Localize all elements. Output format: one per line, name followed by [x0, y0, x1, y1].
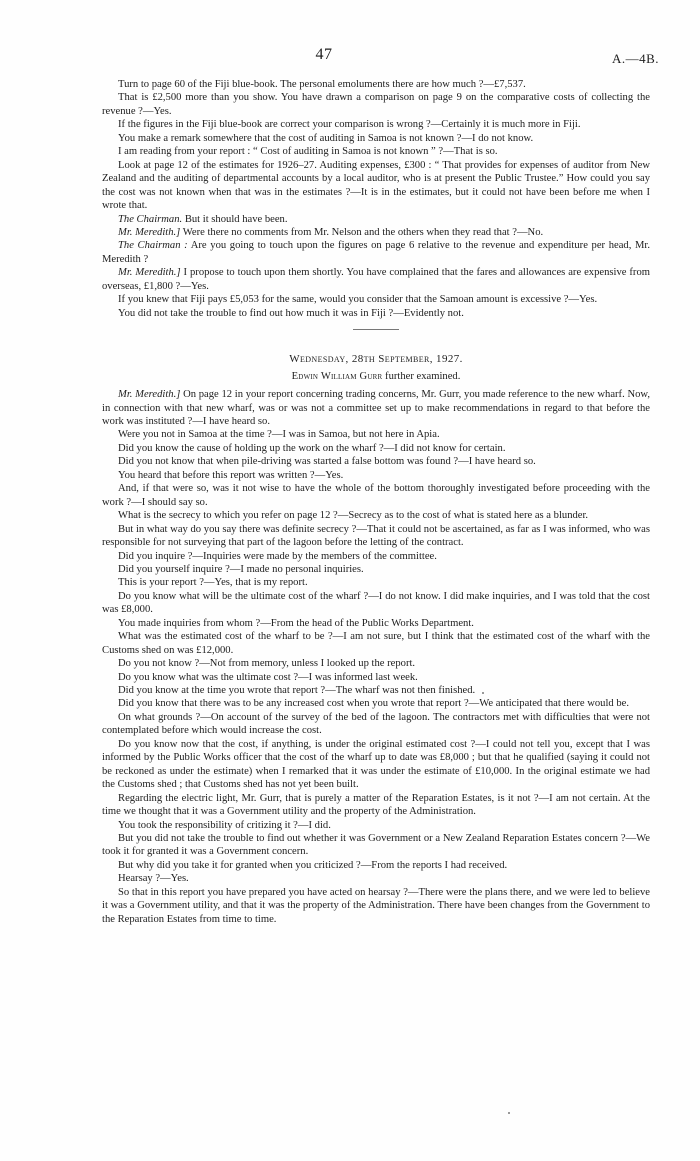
paragraph-text: Hearsay ?—Yes. [118, 873, 189, 885]
testimony-paragraph [102, 266, 650, 293]
page-body [102, 78, 650, 926]
testimony-paragraph [102, 482, 650, 509]
testimony-paragraph [102, 617, 650, 630]
paragraph-text: You heard that before this report was written ?—Yes. [118, 469, 344, 481]
paragraph-text: Were there no comments from Mr. Nelson and the others when they read that ?—No. [180, 226, 544, 238]
testimony-paragraph [102, 428, 650, 441]
testimony-paragraph [102, 239, 650, 266]
paragraph-text: This is your report ?—Yes, that is my report. [118, 577, 308, 589]
speaker-label: The Chairman : [118, 240, 188, 252]
witness-name: Edwin William Gurr [291, 370, 383, 382]
witness-heading [102, 370, 650, 383]
paragraph-text: But it should have been. [182, 213, 288, 225]
paragraph-text: But why did you take it for granted when you criticized ?—From the reports I had received. [118, 859, 508, 871]
speaker-label: Mr. Meredith.] [118, 389, 181, 401]
paragraph-text: On page 12 in your report concerning trading concerns, Mr. Gurr, you made reference to the new wharf. Now, in connection with that new wharf, was or was not a committee set up to make recommendations in regard to that before the work was instituted ?—I have heard so. [102, 389, 651, 427]
testimony-paragraph [102, 132, 650, 145]
testimony-paragraph [102, 91, 650, 118]
testimony-paragraph [102, 469, 650, 482]
paragraph-text: Did you yourself inquire ?—I made no personal inquiries. [118, 563, 364, 575]
testimony-paragraph [102, 859, 650, 872]
paragraph-text: You make a remark somewhere that the cost of auditing in Samoa is not known ?—I do not know. [118, 132, 534, 144]
paragraph-text: Did you inquire ?—Inquiries were made by the members of the committee. [118, 550, 437, 562]
testimony-paragraph [102, 711, 650, 738]
testimony-paragraph [102, 293, 650, 306]
testimony-paragraph [102, 819, 650, 832]
page-number: 47 [315, 46, 333, 63]
testimony-paragraph [102, 671, 650, 684]
paragraph-text: If you knew that Fiji pays £5,053 for the same, would you consider that the Samoan amount is excessive ?—Yes. [118, 294, 598, 306]
testimony-paragraph [102, 213, 650, 226]
testimony-paragraph [102, 509, 650, 522]
paragraph-text: You did not take the trouble to find out how much it was in Fiji ?—Evidently not. [118, 307, 464, 319]
paragraph-text: Did you not know that when pile-driving was started a false bottom was found ?—I have heard so. [118, 456, 536, 468]
testimony-paragraph [102, 307, 650, 320]
testimony-section-2 [102, 388, 650, 926]
paragraph-text: You took the responsibility of critizing it ?—I did. [118, 819, 331, 831]
paragraph-text: Were you not in Samoa at the time ?—I was in Samoa, but not here in Apia. [118, 429, 440, 441]
paragraph-text: On what grounds ?—On account of the survey of the bed of the lagoon. The contractors met with difficulties that were not contemplated before which would increase the cost. [102, 711, 650, 737]
testimony-paragraph [102, 455, 650, 468]
testimony-paragraph [102, 738, 650, 792]
speaker-label: Mr. Meredith.] [118, 226, 181, 238]
date-heading: Wednesday, 28th September, 1927. [289, 353, 463, 366]
testimony-paragraph [102, 78, 650, 91]
paragraph-text: And, if that were so, was it not wise to have the whole of the bottom thoroughly investigated before proceeding with the work ?—I should say so. [102, 483, 650, 508]
paragraph-text: Regarding the electric light, Mr. Gurr, that is purely a matter of the Reparation Estates, is it not ?—I am not certain. At the time we thought that it was a Government utility and the property of the Administration. [102, 792, 650, 818]
testimony-paragraph [102, 657, 650, 670]
paragraph-text: But in what way do you say there was definite secrecy ?—That it could not be ascertained, as far as I was informed, who was responsible for not surveying that part of the lagoon before the letting of the contract. [102, 523, 650, 549]
testimony-section-1 [102, 78, 650, 320]
paragraph-text: I propose to touch upon them shortly. You have complained that the fares and allowances are expensive from overseas, £1,800 ?—Yes. [102, 267, 650, 292]
testimony-paragraph [102, 832, 650, 859]
paragraph-text: Do you not know ?—Not from memory, unless I looked up the report. [118, 658, 416, 670]
testimony-paragraph [102, 684, 650, 697]
testimony-paragraph [102, 630, 650, 657]
paragraph-text: You made inquiries from whom ?—From the head of the Public Works Department. [118, 617, 474, 629]
witness-status: further examined. [382, 370, 461, 382]
paragraph-text: But you did not take the trouble to find out whether it was Government or a New Zealand Reparation Estates concern ?—We took it for granted it was a Government concern. [102, 833, 650, 858]
scan-speck [508, 1112, 510, 1114]
testimony-paragraph [102, 697, 650, 710]
testimony-paragraph [102, 442, 650, 455]
paragraph-text: Are you going to touch upon the figures on page 6 relative to the revenue and expenditure per head, Mr. Meredith ? [102, 240, 651, 265]
paragraph-text: What was the estimated cost of the wharf to be ?—I am not sure, but I think that the estimated cost of the wharf with the Customs shed on was £12,000. [102, 631, 650, 656]
scan-speck [482, 692, 484, 694]
testimony-paragraph [102, 792, 650, 819]
section-divider [353, 329, 399, 330]
paragraph-text: If the figures in the Fiji blue-book are correct your comparison is wrong ?—Certainly it is much more in Fiji. [118, 119, 581, 131]
paragraph-text: Turn to page 60 of the Fiji blue-book. The personal emoluments there are how much ?—£7,537. [118, 79, 526, 90]
paragraph-text: Do you know what was the ultimate cost ?—I was informed last week. [118, 671, 418, 683]
paragraph-text: Do you know now that the cost, if anything, is under the original estimated cost ?—I could not tell you, except that I was informed by the Public Works officer that the cost of the wharf up to date was £8,000 ; but that he qualified (saying it could not be reckoned as under the estimate) when I remarked that it was under the estimate of £10,000. In the original estimate we had the Customs shed ; that Customs shed has not yet been built. [102, 738, 650, 791]
testimony-paragraph [102, 872, 650, 885]
testimony-paragraph [102, 159, 650, 213]
paragraph-text: Did you know that there was to be any increased cost when you wrote that report ?—We anticipated that there would be. [118, 698, 630, 710]
testimony-paragraph [102, 886, 650, 926]
testimony-paragraph [102, 550, 650, 563]
testimony-paragraph [102, 590, 650, 617]
testimony-paragraph [102, 523, 650, 550]
paragraph-text: What is the secrecy to which you refer on page 12 ?—Secrecy as to the cost of what is stated here as a blunder. [118, 510, 589, 522]
paragraph-text: So that in this report you have prepared you have acted on hearsay ?—There were the plans there, and we were led to believe it was a Government utility, and that it was the property of the Administration. There have been changes from the Government to the Reparation Estates from time to time. [102, 886, 650, 925]
testimony-paragraph [102, 576, 650, 589]
testimony-paragraph [102, 226, 650, 239]
paragraph-text: Look at page 12 of the estimates for 1926–27. Auditing expenses, £300 : “ That provides for expenses of auditor from New Zealand and the auditing of departmental accounts by a local auditor, who is at present the Public Trustee.” How could you say the cost was not known when that was in the estimates ?—It is in the estimates, but it could not have been before me when I wrote that. [102, 159, 650, 212]
paragraph-text: That is £2,500 more than you show. You have drawn a comparison on page 9 on the comparative costs of collecting the revenue ?—Yes. [102, 92, 650, 117]
document-reference: A.—4B. [612, 51, 660, 66]
paragraph-text: Do you know what will be the ultimate cost of the wharf ?—I do not know. I did make inquiries, and I was told that the cost was £8,000. [102, 590, 650, 616]
speaker-label: The Chairman. [118, 213, 183, 225]
paragraph-text: Did you know the cause of holding up the work on the wharf ?—I did not know for certain. [118, 442, 506, 454]
paragraph-text: I am reading from your report : “ Cost of auditing in Samoa is not known ” ?—That is so. [118, 146, 498, 158]
testimony-paragraph [102, 118, 650, 131]
testimony-paragraph [102, 388, 650, 428]
testimony-paragraph [102, 563, 650, 576]
speaker-label: Mr. Meredith.] [118, 267, 181, 279]
paragraph-text: Did you know at the time you wrote that report ?—The wharf was not then finished. [118, 685, 476, 697]
testimony-paragraph [102, 145, 650, 158]
